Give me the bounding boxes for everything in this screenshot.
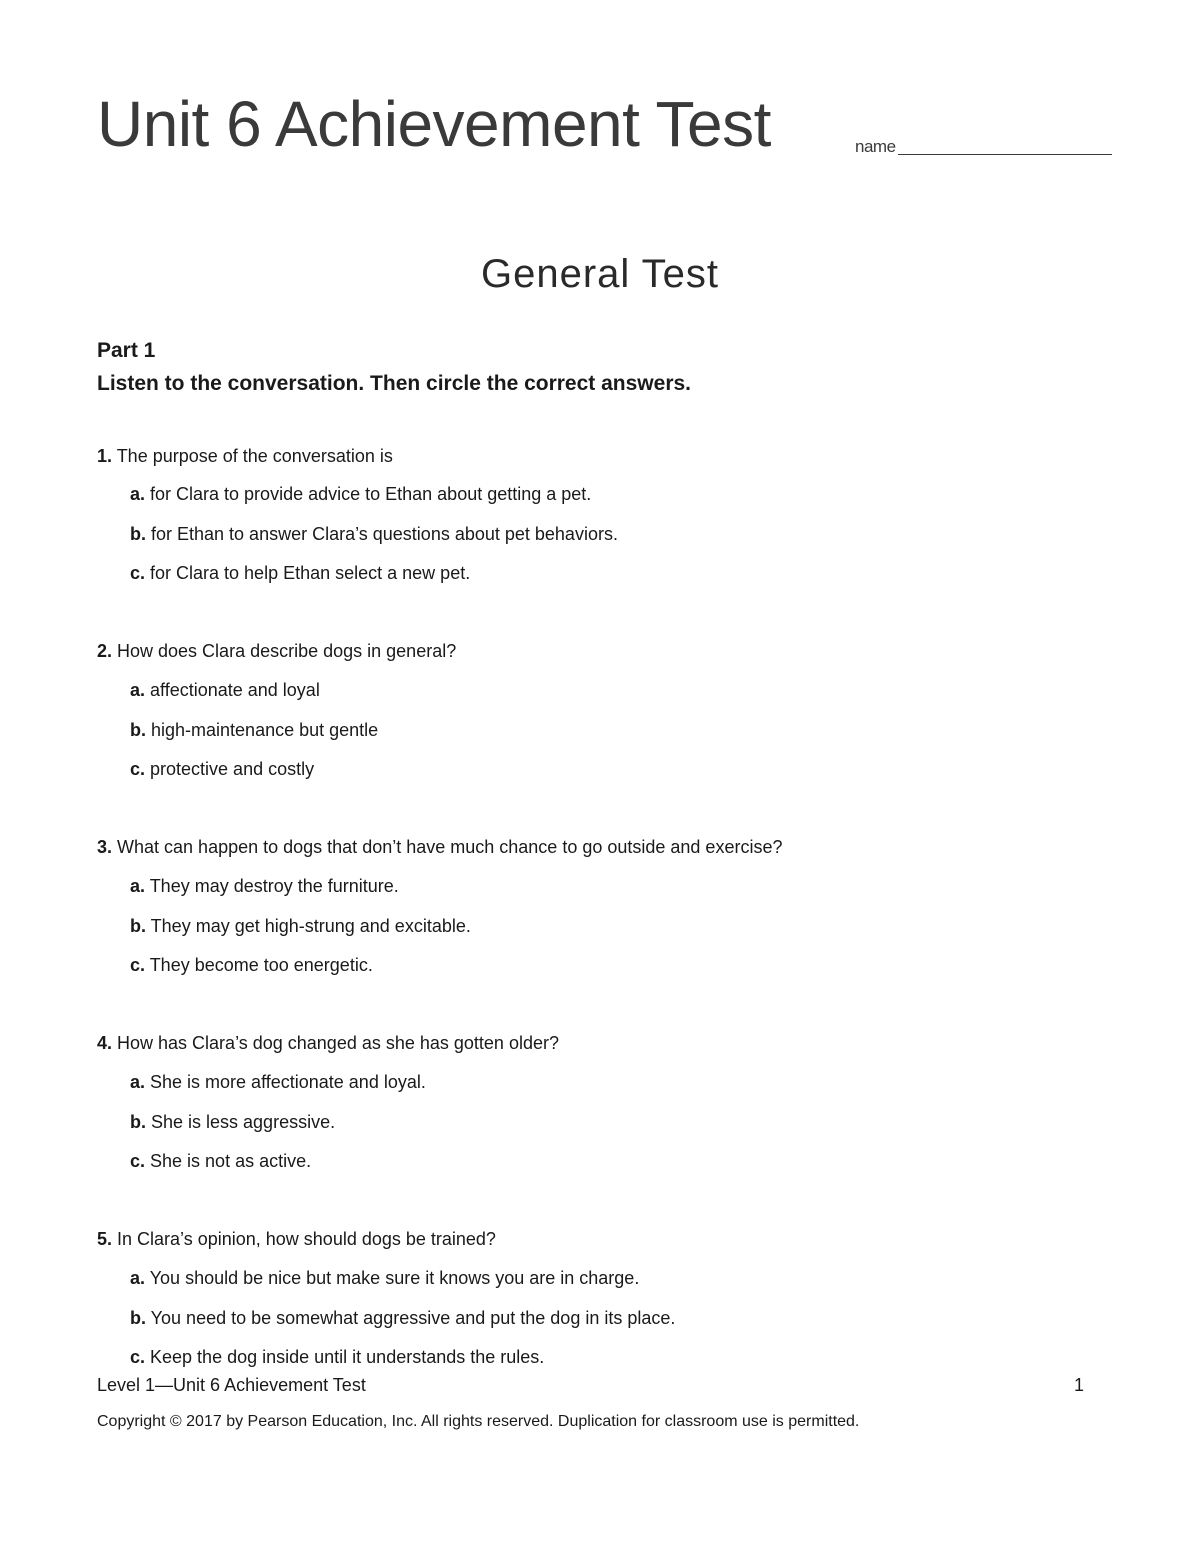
question-5-option-c[interactable] bbox=[130, 1348, 544, 1366]
option-text: Keep the dog inside until it understands the rules. bbox=[145, 1347, 545, 1367]
question-number: 5. bbox=[97, 1229, 113, 1249]
name-field[interactable] bbox=[855, 136, 1112, 155]
question-3-option-b[interactable] bbox=[130, 917, 471, 935]
option-text: They may destroy the furniture. bbox=[145, 876, 399, 896]
option-letter: c. bbox=[130, 1347, 146, 1367]
part-label: Part 1 bbox=[97, 339, 156, 362]
option-letter: b. bbox=[130, 720, 146, 740]
question-number: 4. bbox=[97, 1033, 113, 1053]
option-letter: c. bbox=[130, 563, 146, 583]
question-number: 2. bbox=[97, 641, 113, 661]
footer-title: Level 1—Unit 6 Achievement Test bbox=[97, 1375, 366, 1395]
question-1-option-b[interactable] bbox=[130, 525, 618, 543]
option-letter: b. bbox=[130, 1308, 146, 1328]
question-2-option-b[interactable] bbox=[130, 721, 378, 739]
question-text: How has Clara’s dog changed as she has gotten older? bbox=[112, 1033, 559, 1053]
question-3 bbox=[97, 838, 782, 856]
option-letter: a. bbox=[130, 1268, 146, 1288]
option-letter: a. bbox=[130, 484, 146, 504]
question-2 bbox=[97, 642, 456, 660]
option-letter: c. bbox=[130, 955, 146, 975]
copyright-notice: Copyright © 2017 by Pearson Education, Inc. All rights reserved. Duplication for classroom use is permitted. bbox=[97, 1413, 860, 1430]
question-4-option-b[interactable] bbox=[130, 1113, 335, 1131]
question-5-option-b[interactable] bbox=[130, 1309, 675, 1327]
section-title: General Test bbox=[480, 252, 720, 296]
page-number: 1 bbox=[1074, 1375, 1085, 1395]
option-text: They become too energetic. bbox=[145, 955, 373, 975]
name-label: name bbox=[855, 137, 896, 156]
option-letter: a. bbox=[130, 876, 146, 896]
option-text: She is not as active. bbox=[145, 1151, 312, 1171]
question-5 bbox=[97, 1230, 496, 1248]
option-text: You need to be somewhat aggressive and put the dog in its place. bbox=[146, 1308, 676, 1328]
option-text: She is more affectionate and loyal. bbox=[145, 1072, 426, 1092]
option-text: affectionate and loyal bbox=[145, 680, 320, 700]
option-letter: b. bbox=[130, 1112, 146, 1132]
question-2-option-c[interactable] bbox=[130, 760, 314, 778]
option-letter: c. bbox=[130, 759, 146, 779]
question-number: 1. bbox=[97, 446, 113, 466]
question-text: How does Clara describe dogs in general? bbox=[112, 641, 457, 661]
option-text: for Clara to help Ethan select a new pet. bbox=[145, 563, 471, 583]
page-title: Unit 6 Achievement Test bbox=[97, 88, 771, 160]
option-text: for Ethan to answer Clara’s questions about pet behaviors. bbox=[146, 524, 618, 544]
option-letter: b. bbox=[130, 524, 146, 544]
part-instructions: Listen to the conversation. Then circle the correct answers. bbox=[97, 372, 692, 395]
option-text: high-maintenance but gentle bbox=[146, 720, 379, 740]
question-1-option-c[interactable] bbox=[130, 564, 470, 582]
question-1 bbox=[97, 447, 393, 465]
question-number: 3. bbox=[97, 837, 113, 857]
question-text: What can happen to dogs that don’t have much chance to go outside and exercise? bbox=[112, 837, 783, 857]
option-text: protective and costly bbox=[145, 759, 315, 779]
question-4-option-c[interactable] bbox=[130, 1152, 311, 1170]
option-text: They may get high-strung and excitable. bbox=[146, 916, 471, 936]
option-letter: a. bbox=[130, 1072, 146, 1092]
name-line[interactable] bbox=[898, 136, 1112, 155]
option-text: You should be nice but make sure it knows you are in charge. bbox=[145, 1268, 640, 1288]
option-text: for Clara to provide advice to Ethan about getting a pet. bbox=[145, 484, 592, 504]
question-text: The purpose of the conversation is bbox=[112, 446, 393, 466]
question-4-option-a[interactable] bbox=[130, 1073, 426, 1091]
option-letter: c. bbox=[130, 1151, 146, 1171]
option-letter: b. bbox=[130, 916, 146, 936]
option-letter: a. bbox=[130, 680, 146, 700]
question-1-option-a[interactable] bbox=[130, 485, 591, 503]
option-text: She is less aggressive. bbox=[146, 1112, 336, 1132]
question-4 bbox=[97, 1034, 559, 1052]
question-2-option-a[interactable] bbox=[130, 681, 320, 699]
question-text: In Clara’s opinion, how should dogs be trained? bbox=[112, 1229, 496, 1249]
question-3-option-a[interactable] bbox=[130, 877, 399, 895]
question-5-option-a[interactable] bbox=[130, 1269, 639, 1287]
question-3-option-c[interactable] bbox=[130, 956, 373, 974]
